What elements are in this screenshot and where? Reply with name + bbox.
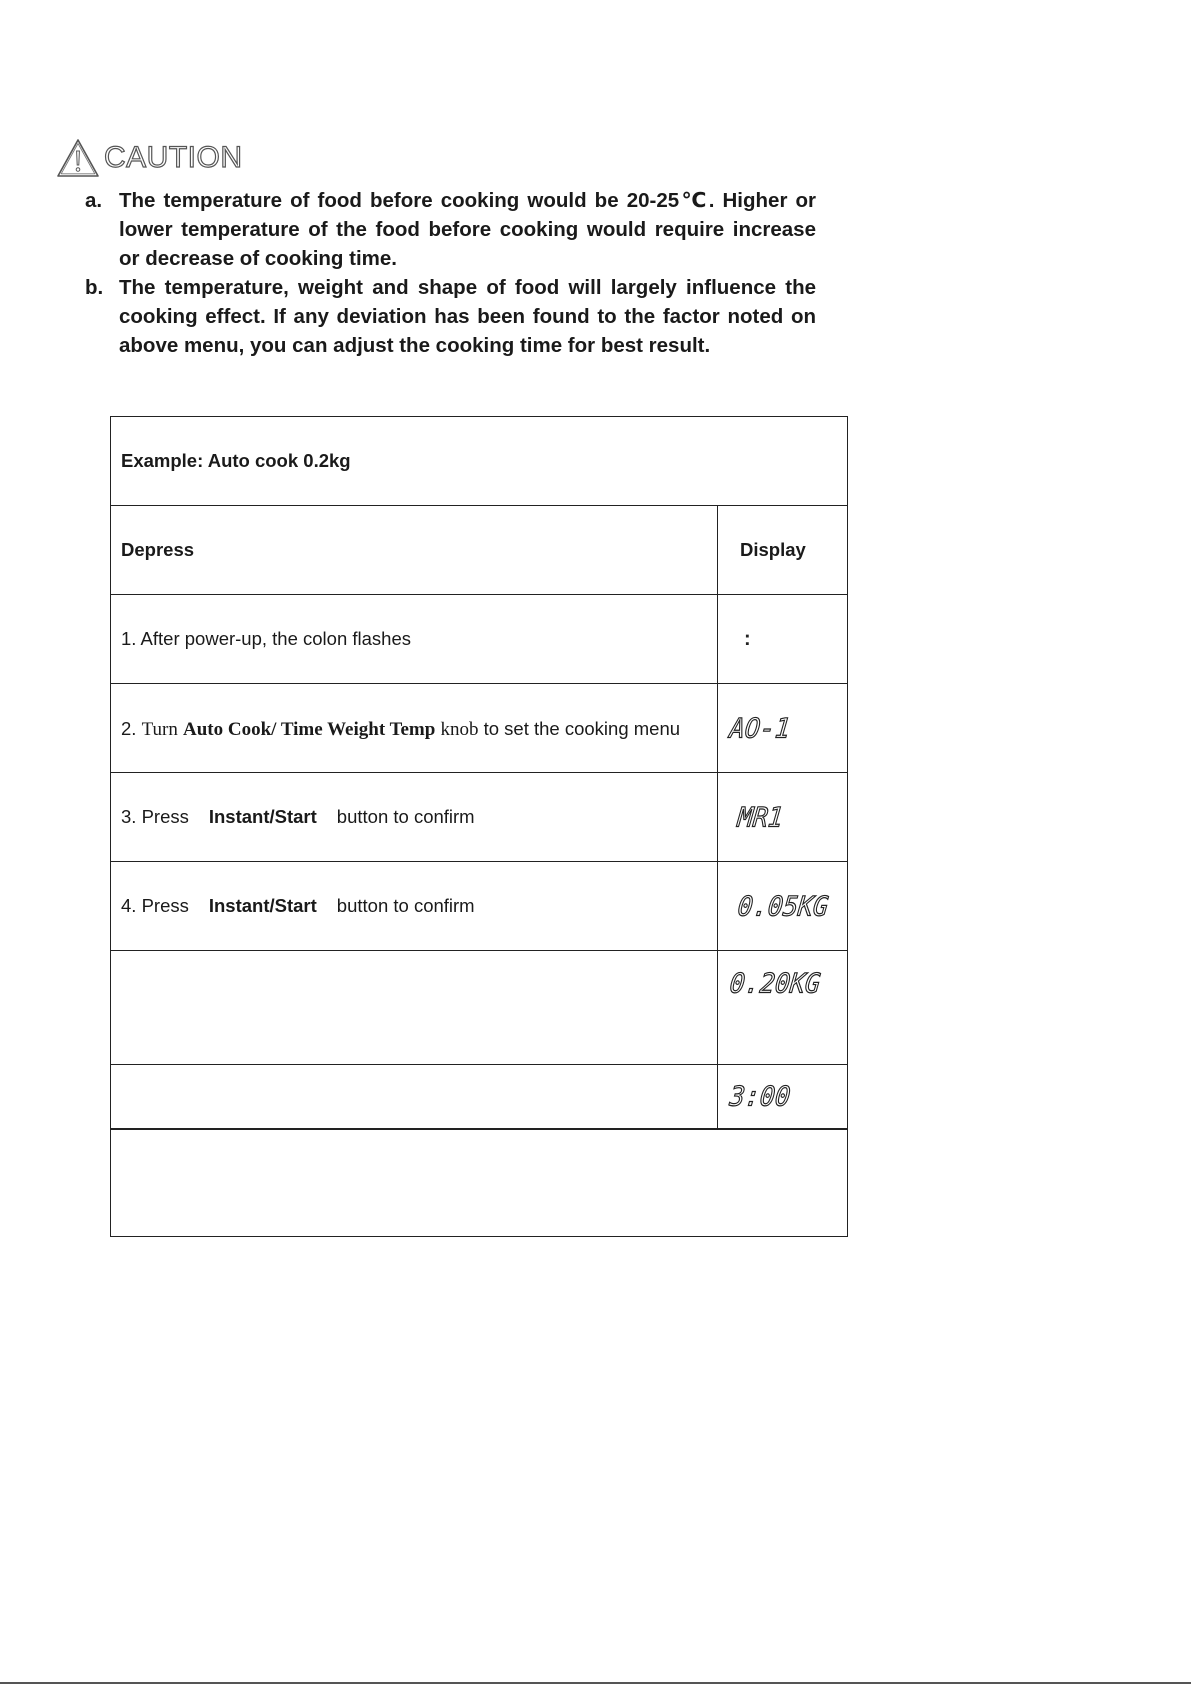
step-2-knob: knob (440, 719, 479, 740)
step-3-display (718, 773, 848, 862)
table-footer-row (111, 1129, 848, 1237)
caution-heading (56, 138, 243, 178)
step-5-display (718, 951, 848, 1065)
table-header-row (111, 506, 848, 595)
table-title: Example: Auto cook 0.2kg (111, 417, 848, 506)
table-row (111, 951, 848, 1065)
step-2-turn: Turn (141, 719, 178, 740)
display-readout: AO-1 (728, 712, 792, 744)
note-a (85, 186, 816, 273)
display-readout: MR1 (736, 801, 785, 833)
note-text: The temperature of food before cooking would be 20-25℃. Higher or lower temperature of the food before cooking would require increase or decrease of cooking time. (119, 189, 816, 270)
step-1-display (718, 595, 848, 684)
step-4-button-name: Instant/Start (208, 895, 317, 916)
step-4-display (718, 862, 848, 951)
warning-triangle-icon (56, 138, 100, 178)
step-2-prefix: 2. (121, 718, 137, 739)
step-1-text: 1. After power-up, the colon flashes (111, 595, 718, 684)
display-readout: : (744, 627, 751, 650)
step-5-text (111, 951, 718, 1065)
note-marker: a. (85, 189, 103, 212)
note-marker: b. (85, 276, 104, 299)
step-2-suffix: to set the cooking menu (483, 718, 681, 739)
table-row (111, 595, 848, 684)
caution-notes (85, 186, 816, 360)
note-b (85, 273, 816, 360)
table-row (111, 862, 848, 951)
step-3-text (111, 773, 718, 862)
table-row (111, 1065, 848, 1130)
header-display: Display (718, 506, 848, 595)
caution-label: CAUTION (104, 141, 243, 174)
step-2-knob-name: Auto Cook/ Time Weight Temp (182, 719, 436, 740)
step-6-text (111, 1065, 718, 1130)
step-3-prefix: 3. Press (121, 806, 189, 827)
table-row (111, 773, 848, 862)
header-depress: Depress (111, 506, 718, 595)
step-3-button-name: Instant/Start (208, 806, 317, 827)
page-bottom-rule (0, 1682, 1191, 1684)
table-title-row (111, 417, 848, 506)
step-6-display (718, 1065, 848, 1130)
table-row (111, 684, 848, 773)
step-4-text (111, 862, 718, 951)
step-3-suffix: button to confirm (336, 806, 475, 827)
step-2-display (718, 684, 848, 773)
display-readout: 0.20KG (728, 967, 822, 1000)
display-readout: 0.05KG (736, 890, 830, 922)
step-2-sentence (121, 705, 717, 751)
step-2-text (111, 684, 718, 773)
step-4-suffix: button to confirm (336, 895, 475, 916)
display-readout: 3:00 (728, 1080, 792, 1113)
note-text: The temperature, weight and shape of food will largely influence the cooking effect. If any deviation has been found to the factor noted on above menu, you can adjust the cooking time for best result. (119, 276, 816, 357)
step-4-prefix: 4. Press (121, 895, 189, 916)
example-table (110, 416, 848, 1237)
table-footer (111, 1129, 848, 1237)
